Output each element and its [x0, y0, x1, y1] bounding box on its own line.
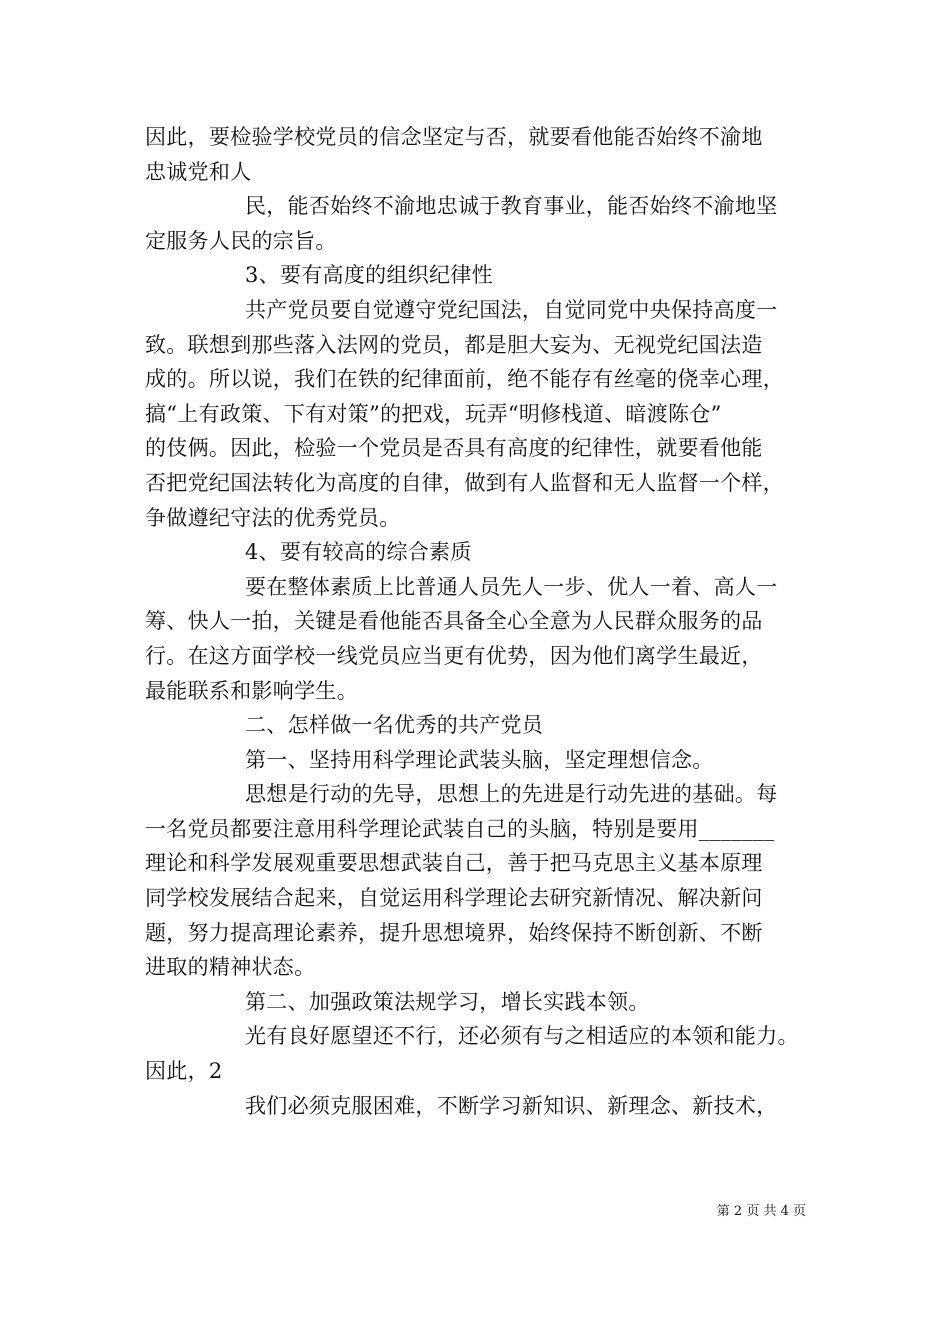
- text-line: 最能联系和影响学生。: [145, 678, 358, 703]
- text-line: 第二、加强政策法规学习，增长实践本领。: [245, 989, 650, 1014]
- text-line: 争做遵纪守法的优秀党员。: [145, 505, 401, 530]
- text-line: 理论和科学发展观重要思想武装自己，善于把马克思主义基本原理: [145, 851, 763, 876]
- text-line: 同学校发展结合起来，自觉运用科学理论去研究新情况、解决新问: [145, 886, 763, 911]
- text-line: 3、要有高度的组织纪律性: [245, 263, 493, 288]
- text-line: 否把党纪国法转化为高度的自律，做到有人监督和无人监督一个样，: [145, 470, 784, 495]
- text-line: 搞“上有政策、下有对策”的把戏，玩弄“明修栈道、暗渡陈仓”: [145, 401, 722, 426]
- text-line: 忠诚党和人: [145, 159, 252, 184]
- text-line: 进取的精神状态。: [145, 955, 316, 980]
- text-line: 筹、快人一拍，关键是看他能否具备全心全意为人民群众服务的品: [145, 609, 763, 634]
- text-line: 二、怎样做一名优秀的共产党员: [245, 713, 544, 738]
- text-line: 致。联想到那些落入法网的党员，都是胆大妄为、无视党纪国法造: [145, 332, 763, 357]
- text-line: 一名党员都要注意用科学理论武装自己的头脑，特别是要用_______: [145, 816, 775, 841]
- text-line: 定服务人民的宗旨。: [145, 228, 337, 253]
- text-line: 4、要有较高的综合素质: [245, 540, 472, 565]
- text-line: 行。在这方面学校一线党员应当更有优势，因为他们离学生最近，: [145, 643, 763, 668]
- page-footer: 第 2 页 共 4 页: [716, 1204, 806, 1219]
- body-text: [145, 120, 810, 1123]
- text-line: 成的。所以说，我们在铁的纪律面前，绝不能存有丝毫的侥幸心理，: [145, 367, 784, 392]
- text-line: 要在整体素质上比普通人员先人一步、优人一着、高人一: [245, 574, 778, 599]
- text-line: 第一、坚持用科学理论武装头脑，坚定理想信念。: [245, 747, 714, 772]
- text-line: 我们必须克服困难，不断学习新知识、新理念、新技术，: [245, 1093, 778, 1118]
- text-line: 题，努力提高理论素养，提升思想境界，始终保持不断创新、不断: [145, 920, 763, 945]
- text-line: 因此，要检验学校党员的信念坚定与否，就要看他能否始终不渝地: [145, 125, 763, 149]
- text-line: 因此，2: [145, 1059, 223, 1084]
- text-line: 的伎俩。因此，检验一个党员是否具有高度的纪律性，就要看他能: [145, 436, 763, 461]
- text-line: 光有良好愿望还不行，还必须有与之相适应的本领和能力。: [245, 1024, 799, 1049]
- text-line: 思想是行动的先导，思想上的先进是行动先进的基础。每: [245, 782, 778, 807]
- text-line: 共产党员要自觉遵守党纪国法，自觉同党中央保持高度一: [245, 297, 778, 322]
- text-line: 民，能否始终不渝地忠诚于教育事业，能否始终不渝地坚: [245, 194, 778, 219]
